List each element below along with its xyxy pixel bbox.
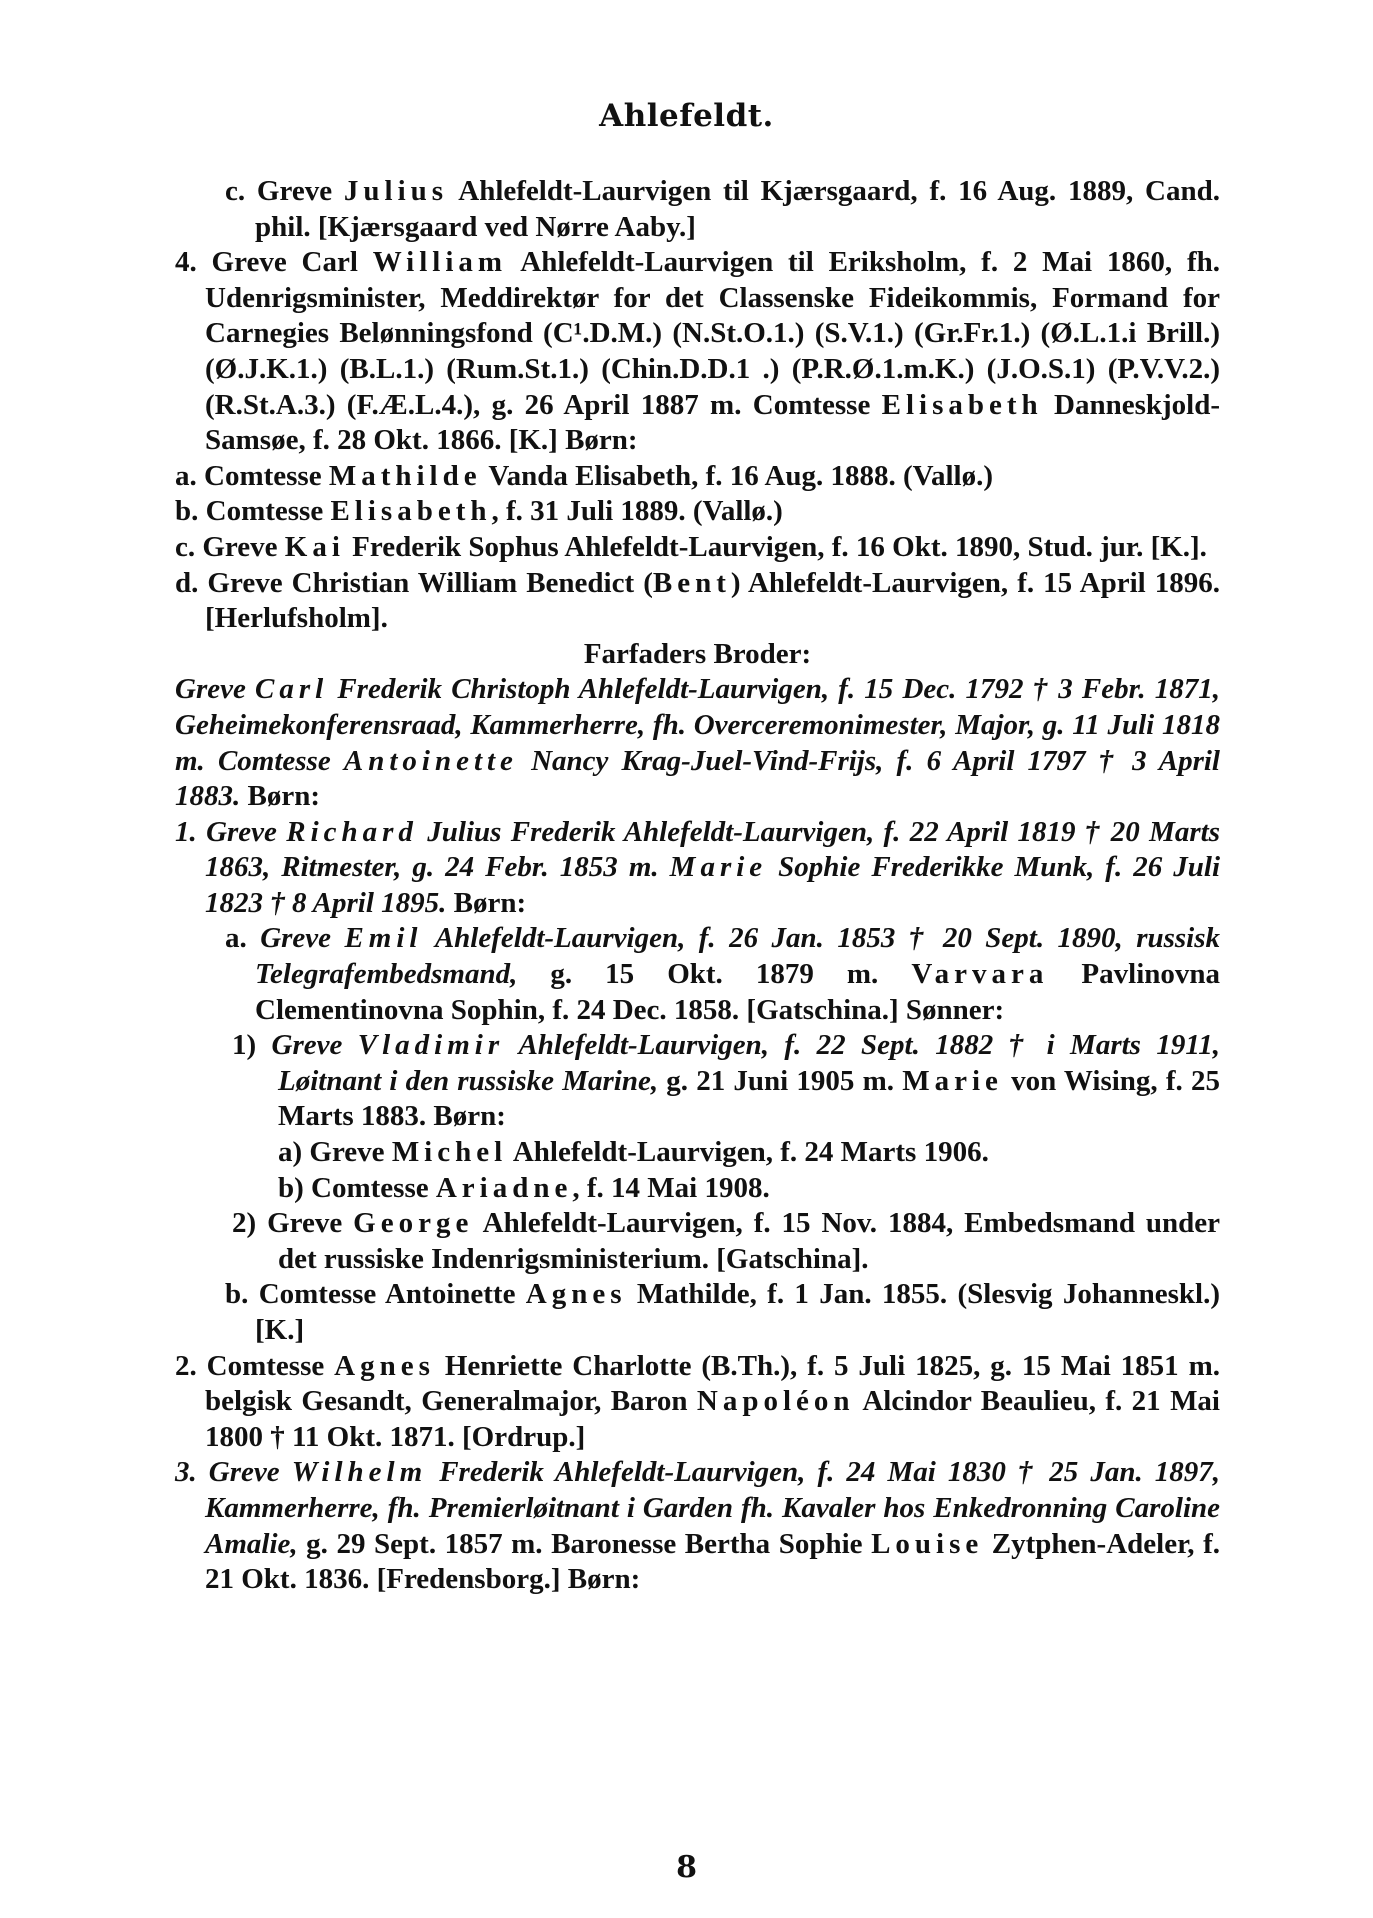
spaced-name: Wilhelm xyxy=(291,1456,428,1489)
text-run: g. 15 Okt. 1879 m. xyxy=(517,958,912,991)
spaced-name: George xyxy=(353,1207,474,1240)
text-run: d. Greve Christian William Benedict ( xyxy=(175,566,653,599)
genealogy-entry xyxy=(278,1135,1220,1171)
text-run: 2) Greve xyxy=(232,1207,354,1240)
genealogy-entry xyxy=(232,1206,1220,1277)
genealogy-entry xyxy=(175,459,1220,495)
text-run: Ahlefeldt-Laurvigen, f. 24 Marts 1906. xyxy=(507,1136,989,1169)
text-run: Danneskjold-Samsøe, f. 28 Okt. 1866. [K.] Børn: xyxy=(205,388,1220,457)
genealogy-entry xyxy=(175,566,1220,637)
text-run: 4. Greve Carl xyxy=(175,246,373,279)
text-run: a. Comtesse xyxy=(175,459,329,492)
genealogy-entry xyxy=(175,1455,1220,1597)
section-heading xyxy=(175,637,1220,673)
spaced-name: Carl xyxy=(255,673,329,706)
text-run: g. 21 Juni 1905 m. xyxy=(658,1064,903,1097)
spaced-name: Michel xyxy=(391,1136,508,1169)
spaced-name: Napoléon xyxy=(696,1385,855,1418)
text-run: b. Comtesse Antoinette xyxy=(225,1278,526,1311)
text-run: Ahlefeldt-Laurvigen til Eriksholm, f. 2 Mai 1860, fh. Udenrigsminister, Meddirektør for det Classenske Fideikommis, Formand for Carnegies Belønningsfond (C¹.D.M.) (N.St.O.1.) (S.V.1.) (Gr.Fr.1.) (Ø.L.1.i Brill.) (Ø.J.K.1.) (B.L.1.) (Rum.St.1.) (Chin.D.D.1 .) (P.R.Ø.1.m.K.) (J.O.S.1) (P.V.V.2.) (R.St.A.3.) (F.Æ.L.4.), g. 26 April 1887 m. Comtesse xyxy=(205,246,1220,421)
text-run: Greve xyxy=(271,1029,358,1062)
text-run: Henriette Charlotte (B.Th.), f. 5 Juli 1825, g. 15 Mai 1851 m. belgisk Gesandt, Generalmajor, Baron xyxy=(205,1349,1221,1418)
genealogy-text xyxy=(175,174,1220,1598)
text-run: Ahlefeldt-Laurvigen til Kjærsgaard, f. 16 Aug. 1889, Cand. phil. [Kjærsgaard ved Nørre Aaby.] xyxy=(255,175,1220,243)
text-run: 1) xyxy=(232,1029,272,1062)
text-run: Børn: xyxy=(247,780,320,813)
text-run: Greve xyxy=(260,922,345,955)
spaced-name: Louise xyxy=(871,1527,984,1560)
text-run: Ahlefeldt-Laurvigen, f. 22 Sept. 1882 † i Marts 1911, Løitnant i den russiske Marine, xyxy=(278,1029,1220,1097)
genealogy-entry xyxy=(175,245,1220,459)
spaced-name: Vladimir xyxy=(357,1029,505,1062)
text-run: Ahlefeldt-Laurvigen, f. 26 Jan. 1853 † 20 Sept. 1890, russisk Telegrafembedsmand, xyxy=(255,922,1221,991)
text-run: Sophie Frederikke Munk, f. 26 Juli 1823 † 8 April 1895. xyxy=(205,851,1220,919)
text-run: Frederik Sophus Ahlefeldt-Laurvigen, f. 16 Okt. 1890, Stud. jur. [K.]. xyxy=(344,530,1207,563)
spaced-name: Richard xyxy=(286,815,418,848)
text-run: , f. 14 Mai 1908. xyxy=(572,1171,770,1204)
spaced-name: Elisabeth xyxy=(330,495,492,528)
spaced-name: Emil xyxy=(344,922,423,955)
genealogy-entry xyxy=(175,1349,1221,1456)
text-run: 1. Greve xyxy=(175,815,287,848)
text-run: Mathilde, f. 1 Jan. 1855. (Slesvig Johanneskl.) [K.] xyxy=(255,1278,1220,1346)
spaced-name: William xyxy=(372,246,508,279)
spaced-name: Bent xyxy=(652,566,731,599)
spaced-name: Antoinette xyxy=(343,744,518,777)
spaced-name: Julius xyxy=(343,175,449,207)
genealogy-entry xyxy=(225,174,1220,245)
text-run: Nancy Krag-Juel-Vind-Frijs, f. 6 April 1797 † 3 April 1883. xyxy=(175,744,1220,813)
text-run: a) Greve xyxy=(278,1136,392,1169)
text-run: Alcindor Beaulieu, f. 21 Mai 1800 † 11 Okt. 1871. [Ordrup.] xyxy=(205,1385,1220,1453)
text-run: Julius Frederik Ahlefeldt-Laurvigen, f. 22 April 1819 † 20 Marts 1863, Ritmester, g. 24 Febr. 1853 m. xyxy=(205,815,1221,884)
genealogy-entry xyxy=(278,1171,1220,1207)
text-run: Zytphen-Adeler, f. 21 Okt. 1836. [Fredensborg.] Børn: xyxy=(205,1527,1220,1596)
text-run: b. Comtesse xyxy=(175,495,331,528)
text-run: 2. Comtesse xyxy=(175,1349,335,1382)
page-header: Ahlefeldt. xyxy=(599,98,774,134)
genealogy-entry xyxy=(175,672,1220,814)
text-run: von Wising, f. 25 Marts 1883. Børn: xyxy=(278,1064,1220,1133)
spaced-name: Agnes xyxy=(525,1278,627,1311)
text-run: Frederik Ahlefeldt-Laurvigen, f. 24 Mai 1830 † 25 Jan. 1897, Kammerherre, fh. Premierløitnant i Garden fh. Kavaler hos Enkedronning Caroline Amalie, xyxy=(205,1456,1220,1560)
spaced-name: Agnes xyxy=(334,1349,435,1382)
genealogy-entry xyxy=(225,1277,1220,1348)
text-run: Greve xyxy=(175,673,255,706)
text-run: ) Ahlefeldt-Laurvigen, f. 15 April 1896. [Herlufsholm]. xyxy=(205,566,1220,635)
spaced-name: Varvara xyxy=(911,958,1049,991)
spaced-name: Ariadne xyxy=(435,1171,573,1204)
text-run: Frederik Christoph Ahlefeldt-Laurvigen, f. 15 Dec. 1792 † 3 Febr. 1871, Geheimekonferensraad, Kammerherre, fh. Overceremonimester, Major, g. 11 Juli 1818 m. Comtesse xyxy=(175,673,1220,777)
text-run: 3. Greve xyxy=(175,1456,292,1489)
page-number: 8 xyxy=(676,1850,697,1885)
text-run: Børn: xyxy=(453,886,527,919)
genealogy-entry xyxy=(232,1028,1220,1135)
text-run: , f. 31 Juli 1889. (Vallø.) xyxy=(491,495,783,528)
spaced-name: Marie xyxy=(902,1064,1003,1097)
text-run: Pavlinovna Clementinovna Sophin, f. 24 Dec. 1858. [Gatschina.] Sønner: xyxy=(255,958,1221,1026)
text-run: a. xyxy=(225,922,261,955)
text-run: g. 29 Sept. 1857 m. Baronesse Bertha Sophie xyxy=(297,1527,872,1560)
text-run: Vanda Elisabeth, f. 16 Aug. 1888. (Vallø.) xyxy=(481,459,993,492)
text-run: c. Greve xyxy=(225,175,344,207)
genealogy-entry xyxy=(225,921,1221,1028)
genealogy-entry xyxy=(175,494,1220,530)
spaced-name: Mathilde xyxy=(328,459,482,492)
spaced-name: Marie xyxy=(669,851,768,884)
spaced-name: Elisabeth xyxy=(881,388,1043,421)
genealogy-entry xyxy=(175,815,1221,922)
text-run: b) Comtesse xyxy=(278,1171,436,1204)
genealogy-entry xyxy=(175,530,1220,566)
spaced-name: Kai xyxy=(284,530,345,563)
text-run: Farfaders Broder: xyxy=(583,637,812,670)
text-run: Ahlefeldt-Laurvigen, f. 15 Nov. 1884, Embedsmand under det russiske Indenrigsministerium. [Gatschina]. xyxy=(278,1207,1220,1275)
text-run: c. Greve xyxy=(175,530,285,563)
